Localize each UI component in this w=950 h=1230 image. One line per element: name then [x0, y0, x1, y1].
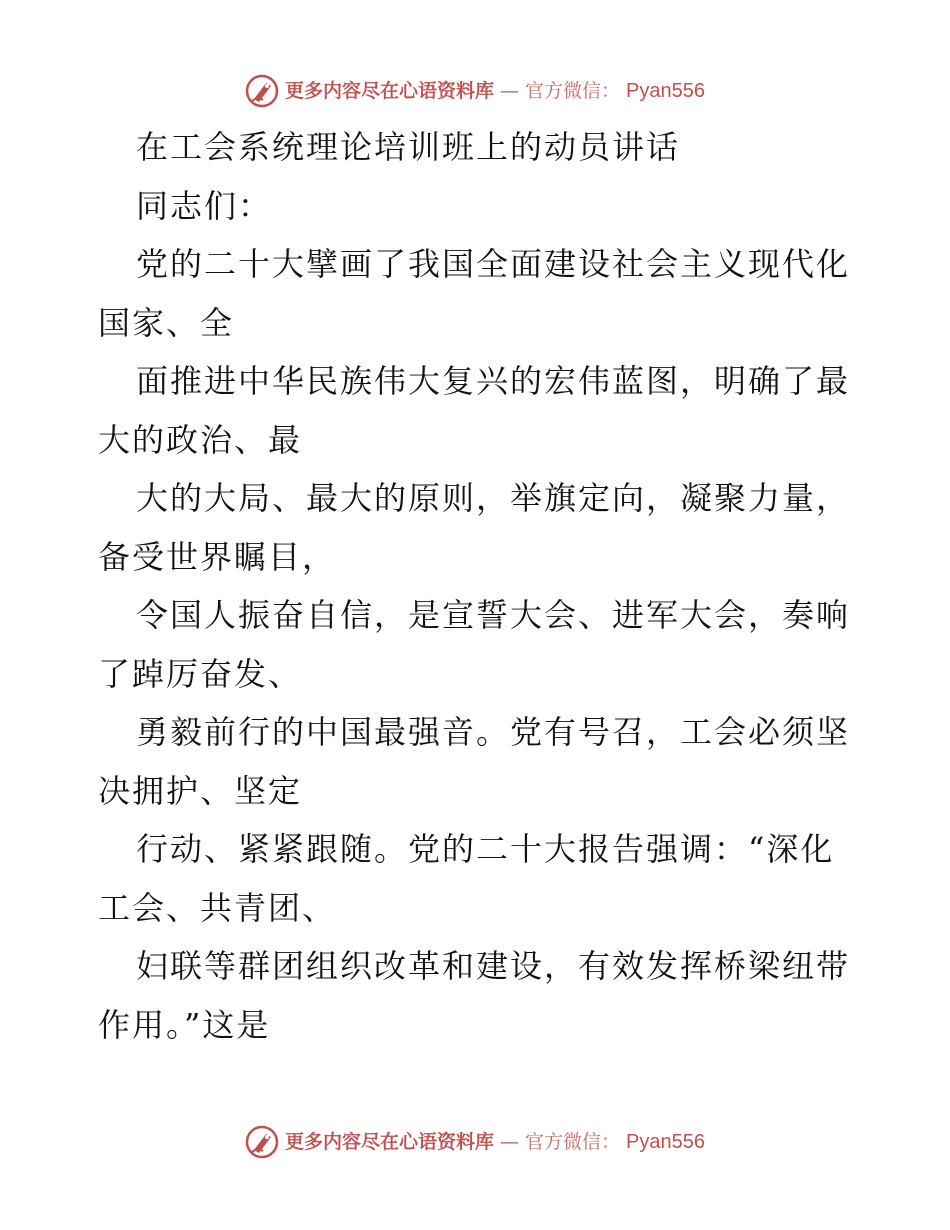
body-line: 大的大局、最大的原则，举旗定向，凝聚力量，: [136, 479, 851, 517]
watermark-wechat-id: Pyan556: [626, 80, 705, 102]
watermark-wechat-label: 官方微信：: [525, 1131, 621, 1153]
watermark-dash: —: [500, 1131, 520, 1153]
body-line: 令国人振奋自信，是宣誓大会、进军大会，奏响: [136, 596, 851, 634]
body-line: 工会、共青团、: [98, 888, 337, 927]
watermark-wechat-id: Pyan556: [626, 1131, 705, 1153]
footer-watermark: [0, 1125, 950, 1159]
body-line: 妇联等群团组织改革和建设，有效发挥桥梁纽带: [136, 947, 851, 985]
watermark-main-text: 更多内容尽在心语资料库: [285, 1131, 495, 1153]
body-line: 备受世界瞩目，: [98, 537, 337, 576]
body-line: 作用。”这是: [98, 1005, 271, 1044]
header-watermark: [0, 74, 950, 108]
body-line: 勇毅前行的中国最强音。党有号召，工会必须坚: [136, 713, 851, 751]
document-title: 在工会系统理论培训班上的动员讲话: [136, 128, 681, 166]
body-line: 决拥护、坚定: [98, 771, 303, 810]
body-line: 党的二十大擘画了我国全面建设社会主义现代化: [136, 245, 851, 283]
body-line: 行动、紧紧跟随。党的二十大报告强调：“深化: [136, 830, 835, 868]
pen-nib-logo-icon: [245, 74, 279, 108]
watermark-wechat-label: 官方微信：: [525, 80, 621, 102]
body-line: 面推进中华民族伟大复兴的宏伟蓝图，明确了最: [136, 362, 851, 400]
watermark-main-text: 更多内容尽在心语资料库: [285, 80, 495, 102]
body-line: 了踔厉奋发、: [98, 654, 303, 693]
body-line: 大的政治、最: [98, 420, 303, 459]
document-body: [98, 118, 858, 1054]
watermark-dash: —: [500, 80, 520, 102]
salutation: 同志们：: [136, 186, 273, 225]
pen-nib-logo-icon: [245, 1125, 279, 1159]
body-line: 国家、全: [98, 303, 235, 342]
